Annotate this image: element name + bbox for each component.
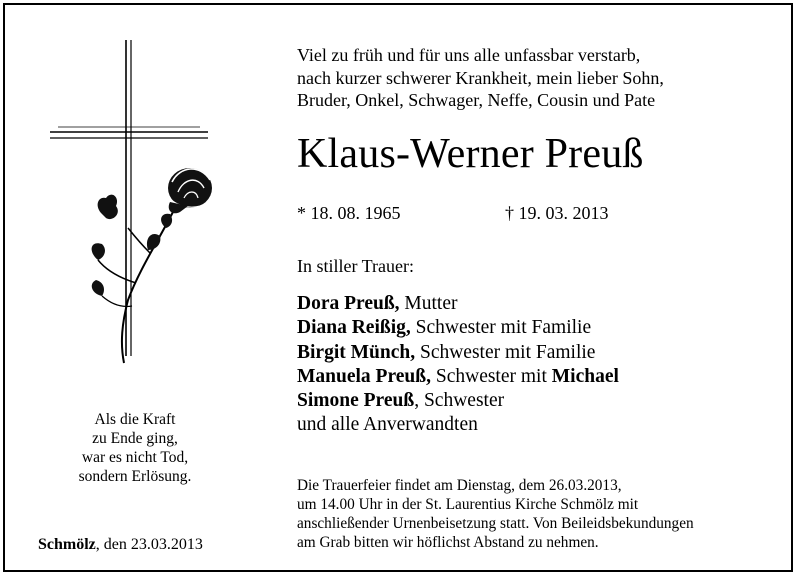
notice-line: Die Trauerfeier findet am Dienstag, dem 26.03.2013, — [297, 477, 622, 494]
relative-row — [297, 413, 619, 437]
relative-name: Dora Preuß, — [297, 293, 400, 314]
relative-name: Diana Reißig, — [297, 317, 411, 339]
intro-text — [297, 44, 664, 112]
cross-with-rose-icon — [40, 38, 230, 368]
relatives-list — [297, 292, 619, 438]
intro-line: Viel zu früh und für uns alle unfassbar verstarb, — [297, 45, 641, 65]
left-column — [0, 0, 270, 579]
birth-date: * 18. 08. 1965 — [297, 203, 401, 223]
quote-line: Als die Kraft — [94, 411, 176, 428]
quote-line: zu Ende ging, — [92, 430, 178, 447]
relative-relation: Schwester mit Familie — [415, 341, 596, 363]
relative-relation: und alle Anverwandten — [297, 414, 478, 436]
quote — [40, 410, 230, 486]
relative-name: Manuela Preuß, — [297, 365, 431, 387]
notice-line: anschließender Urnenbeisetzung statt. Von Beileidsbekundungen — [297, 515, 694, 532]
life-dates — [297, 203, 609, 224]
intro-line: Bruder, Onkel, Schwager, Neffe, Cousin und Pate — [297, 90, 656, 110]
relative-row — [297, 316, 619, 340]
relative-row — [297, 389, 619, 413]
relative-relation: Schwester mit Familie — [410, 317, 592, 339]
place-name: Schmölz — [38, 536, 96, 553]
intro-line: nach kurzer schwerer Krankheit, mein lieber Sohn, — [297, 67, 664, 88]
notice-line: um 14.00 Uhr in der St. Laurentius Kirche Schmölz mit — [297, 496, 639, 513]
relative-row — [297, 292, 619, 316]
funeral-notice — [297, 476, 694, 552]
quote-line: sondern Erlösung. — [78, 468, 192, 485]
place-date — [38, 536, 203, 554]
mourning-line: In stiller Trauer: — [297, 256, 414, 276]
relative-row — [297, 341, 619, 365]
relative-row — [297, 365, 619, 389]
quote-line: war es nicht Tod, — [81, 449, 189, 466]
date-text: , den 23.03.2013 — [95, 536, 203, 553]
notice-line: am Grab bitten wir höflichst Abstand zu nehmen. — [297, 534, 599, 551]
relative-name: Simone Preuß — [297, 390, 415, 412]
death-date: † 19. 03. 2013 — [505, 203, 609, 223]
relative-relation: Mutter — [399, 293, 458, 314]
relative-relation: , Schwester — [414, 390, 505, 412]
relative-partner: Michael — [551, 365, 619, 387]
deceased-name: Klaus-Werner Preuß — [297, 131, 644, 177]
relative-name: Birgit Münch, — [297, 341, 416, 363]
relative-relation: Schwester mit — [430, 365, 552, 387]
